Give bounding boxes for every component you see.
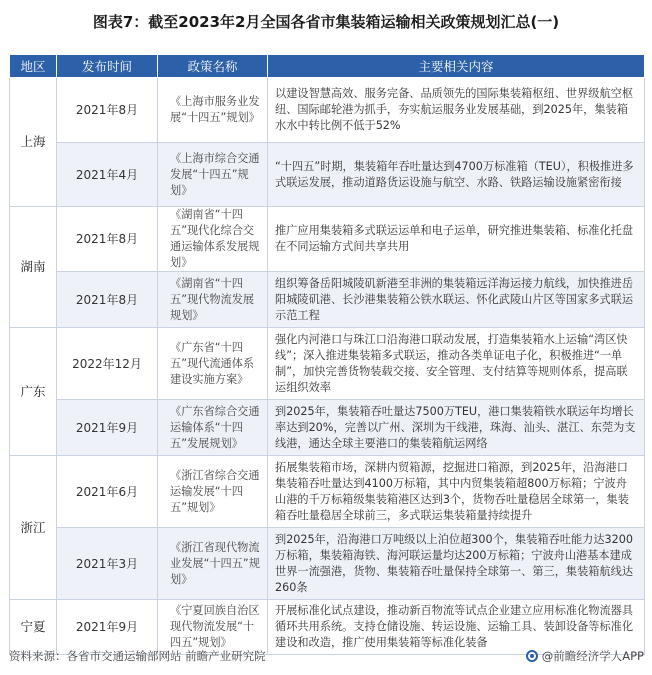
policy-cell: 《湖南省“十四五”现代化综合交通运输体系发展规划》 [158, 207, 268, 272]
date-cell: 2021年9月 [57, 400, 158, 456]
chart-title: 图表7：截至2023年2月全国各省市集装箱运输相关政策规划汇总(一) [92, 13, 560, 31]
policy-table [9, 54, 645, 655]
content-cell: “十四五”时期，集装箱年吞吐量达到4700万标准箱（TEU），积极推进多式联运发展，推动道路货运设施与航空、水路、铁路运输设施紧密衔接 [268, 143, 645, 207]
content-cell: 开展标准化试点建设，推动新百物流等试点企业建立应用标准化物流器具循环共用系统。支持仓储设施、转运设施、运输工具、装卸设备等标准化建设和改造，推广使用集装箱等标准化装备 [268, 600, 645, 655]
brand-logo-icon [526, 650, 538, 662]
date-cell: 2021年4月 [57, 143, 158, 207]
content-cell: 强化内河港口与珠江口沿海港口联动发展，打造集装箱水上运输“湾区快线”；深入推进集装箱多式联运，推动各类单证电子化，积极推进“一单制”，加快完善货物装载交接、安全管理、支付结算等规则体系，提高联运组织效率 [268, 328, 645, 400]
date-cell: 2021年8月 [57, 207, 158, 272]
header-region: 地区 [10, 55, 57, 78]
date-cell: 2021年3月 [57, 528, 158, 600]
brand-text: @前瞻经济学人APP [541, 649, 644, 663]
header-content: 主要相关内容 [268, 55, 645, 78]
table-row [10, 207, 645, 272]
date-cell: 2021年9月 [57, 600, 158, 655]
table-row [10, 456, 645, 528]
table-row [10, 528, 645, 600]
policy-cell: 《宁夏回族自治区现代物流发展“十四五”规划》 [158, 600, 268, 655]
policy-cell: 《湖南省“十四五”现代物流发展规划》 [158, 272, 268, 328]
date-cell: 2021年6月 [57, 456, 158, 528]
content-cell: 拓展集装箱市场，深耕内贸箱源，挖掘进口箱源，到2025年，沿海港口集装箱吞吐量达到4100万标箱，其中内贸集装箱超800万标箱；宁波舟山港的千万标箱级集装箱港区达到3个，货物吞吐量稳居全球第一，集装箱吞吐量稳居全球前三，多式联运集装箱量持续提升 [268, 456, 645, 528]
brand-note [526, 648, 644, 664]
policy-cell: 《浙江省综合交通运输发展“十四五”规划》 [158, 456, 268, 528]
table-row [10, 78, 645, 143]
content-cell: 到2025年，集装箱吞吐量达7500万TEU，港口集装箱铁水联运年均增长率达到20%，完善以广州、深圳为干线港，珠海、汕头、湛江、东莞为支线港，通达全球主要港口的集装箱航运网络 [268, 400, 645, 456]
policy-cell: 《广东省综合交通运输体系“十四五”发展规划》 [158, 400, 268, 456]
table-row [10, 328, 645, 400]
table-row [10, 400, 645, 456]
region-cell: 上海 [10, 78, 57, 207]
source-note: 资料来源：各省市交通运输部网站 前瞻产业研究院 [9, 649, 266, 663]
date-cell: 2022年12月 [57, 328, 158, 400]
header-date: 发布时间 [57, 55, 158, 78]
region-cell: 广东 [10, 328, 57, 456]
policy-cell: 《上海市综合交通发展“十四五”规划》 [158, 143, 268, 207]
policy-cell: 《浙江省现代物流业发展“十四五”规划》 [158, 528, 268, 600]
region-cell: 宁夏 [10, 600, 57, 655]
content-cell: 以建设智慧高效、服务完备、品质领先的国际集装箱枢纽、世界级航空枢纽、国际邮轮港为抓手，夯实航运服务业发展基础，到2025年，集装箱水水中转比例不低于52% [268, 78, 645, 143]
table-header-row [10, 55, 645, 78]
region-cell: 浙江 [10, 456, 57, 600]
content-cell: 到2025年，沿海港口万吨级以上泊位超300个，集装箱吞吐能力达3200万标箱，集装箱海铁、海河联运量均达200万标箱；宁波舟山港基本建成世界一流强港，货物、集装箱吞吐量保持全球第一、第三，集装箱航线达260条 [268, 528, 645, 600]
header-policy: 政策名称 [158, 55, 268, 78]
policy-cell: 《上海市服务业发展“十四五”规划》 [158, 78, 268, 143]
date-cell: 2021年8月 [57, 78, 158, 143]
table-row [10, 600, 645, 655]
region-cell: 湖南 [10, 207, 57, 328]
policy-cell: 《广东省“十四五”现代流通体系建设实施方案》 [158, 328, 268, 400]
table-row [10, 143, 645, 207]
date-cell: 2021年8月 [57, 272, 158, 328]
content-cell: 推广应用集装箱多式联运运单和电子运单，研究推进集装箱、标准化托盘在不同运输方式间共享共用 [268, 207, 645, 272]
table-row [10, 272, 645, 328]
content-cell: 组织筹备岳阳城陵矶新港至非洲的集装箱远洋海运接力航线，加快推进岳阳城陵矶港、长沙港集装箱公铁水联运、怀化武陵山片区等国家多式联运示范工程 [268, 272, 645, 328]
